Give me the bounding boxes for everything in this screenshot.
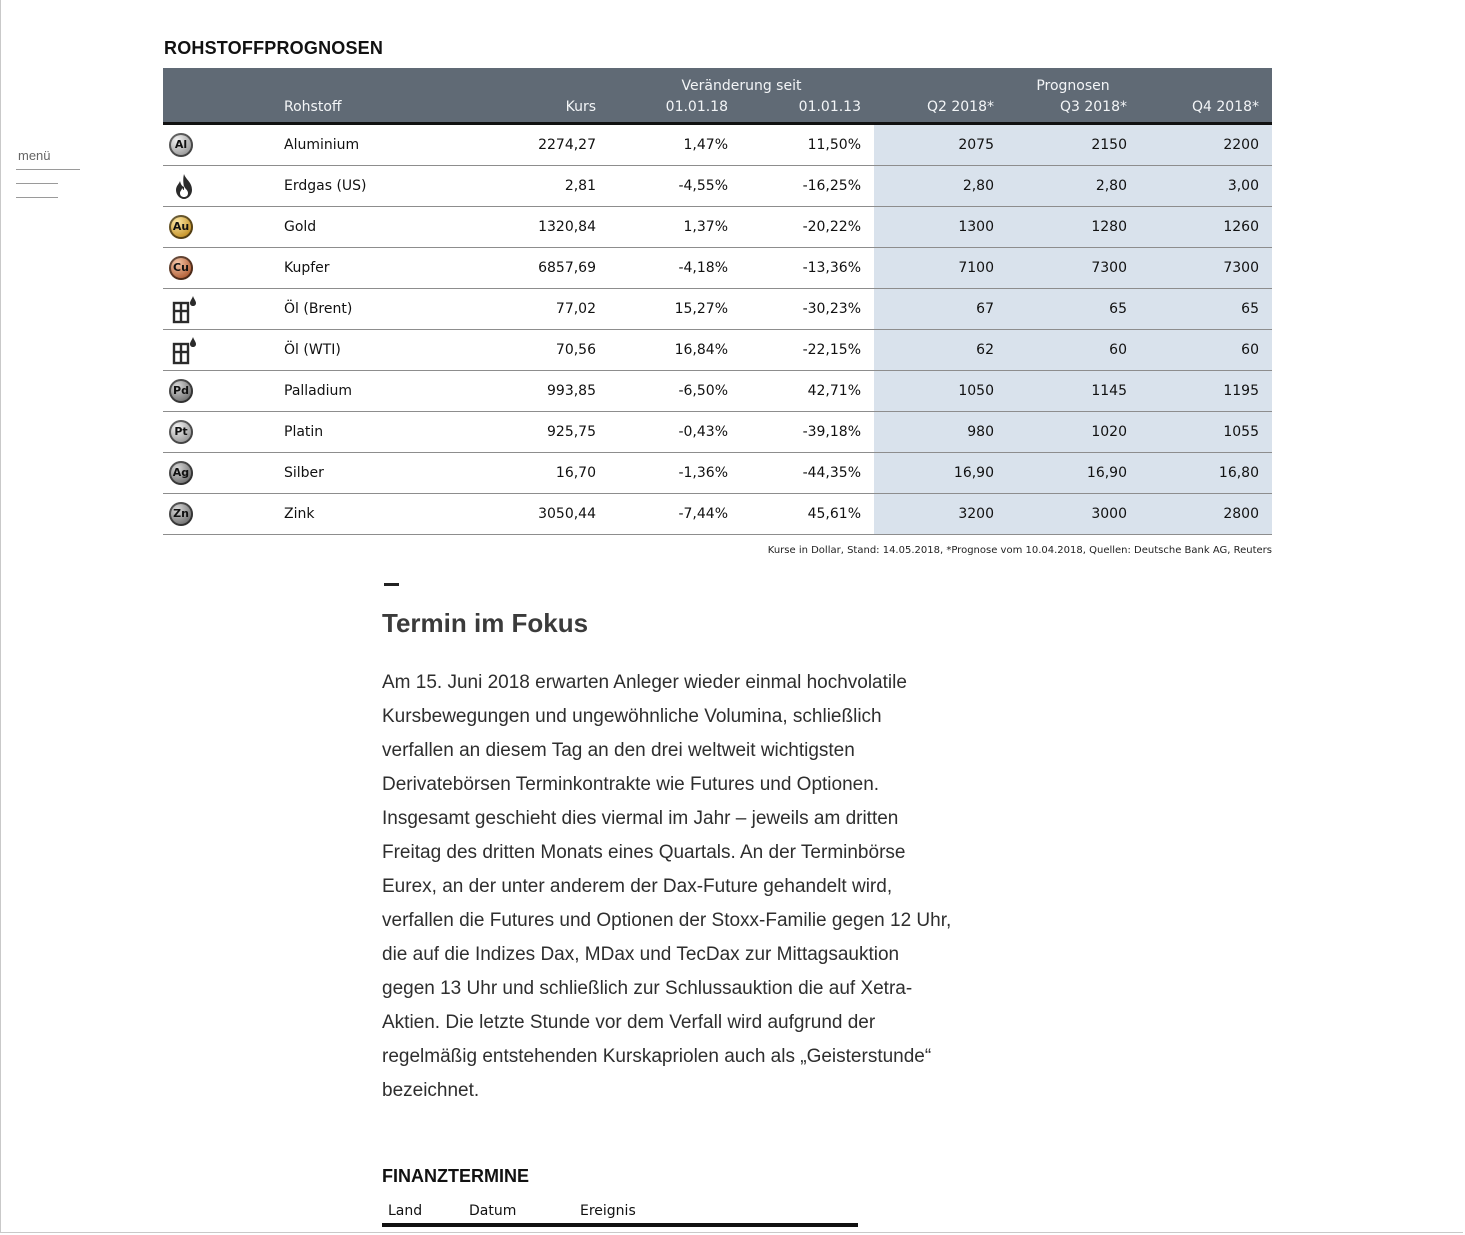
forecast-q3-cell: 65 [1007, 289, 1140, 330]
aluminium-coin-icon: Al [169, 133, 193, 157]
change-2013-cell: 45,61% [741, 494, 874, 535]
commodity-name: Gold [271, 207, 471, 248]
forecast-q2-cell: 16,90 [874, 453, 1007, 494]
group-header-forecast: Prognosen [874, 68, 1272, 94]
forecast-q3-cell: 2150 [1007, 124, 1140, 166]
price-cell: 6857,69 [471, 248, 609, 289]
forecast-q2-cell: 2,80 [874, 166, 1007, 207]
change-2018-cell: 1,37% [609, 207, 741, 248]
table-row [163, 371, 1272, 412]
forecast-q3-cell: 1145 [1007, 371, 1140, 412]
price-cell: 1320,84 [471, 207, 609, 248]
forecast-q4-cell: 2800 [1140, 494, 1272, 535]
col-header-land: Land [388, 1203, 423, 1219]
price-cell: 3050,44 [471, 494, 609, 535]
forecast-q2-cell: 2075 [874, 124, 1007, 166]
forecast-q4-cell: 3,00 [1140, 166, 1272, 207]
table-row [163, 207, 1272, 248]
change-2013-cell: -39,18% [741, 412, 874, 453]
table-row [163, 124, 1272, 166]
forecast-q3-cell: 3000 [1007, 494, 1140, 535]
col-header-q2: Q2 2018* [874, 94, 1007, 124]
table-row [163, 248, 1272, 289]
change-2013-cell: -16,25% [741, 166, 874, 207]
price-cell: 16,70 [471, 453, 609, 494]
change-2013-cell: -22,15% [741, 330, 874, 371]
forecast-q4-cell: 1195 [1140, 371, 1272, 412]
change-2013-cell: 11,50% [741, 124, 874, 166]
change-2018-cell: -4,18% [609, 248, 741, 289]
forecast-q2-cell: 62 [874, 330, 1007, 371]
table-row [163, 494, 1272, 535]
price-cell: 2,81 [471, 166, 609, 207]
finanztermine-header [382, 1201, 858, 1227]
change-2013-cell: -30,23% [741, 289, 874, 330]
menu-line-2 [16, 197, 58, 198]
change-2018-cell: -1,36% [609, 453, 741, 494]
table-row [163, 166, 1272, 207]
forecast-q3-cell: 7300 [1007, 248, 1140, 289]
col-header-change-2018: 01.01.18 [609, 94, 741, 124]
commodity-name: Zink [271, 494, 471, 535]
change-2018-cell: -7,44% [609, 494, 741, 535]
forecast-q4-cell: 1055 [1140, 412, 1272, 453]
silver-coin-icon: Ag [169, 461, 193, 485]
forecast-q2-cell: 1050 [874, 371, 1007, 412]
commodity-name: Palladium [271, 371, 471, 412]
forecast-q3-cell: 1020 [1007, 412, 1140, 453]
change-2018-cell: 16,84% [609, 330, 741, 371]
table-row [163, 330, 1272, 371]
article-body: Am 15. Juni 2018 erwarten Anleger wieder einmal hochvolatile Kursbewegungen und ungewöhnliche Volumina, schließlich verfallen an diesem Tag an den drei weltweit wichtigsten Derivatebörsen Terminkontrakte wie Futures und Optionen. Insgesamt geschieht dies viermal im Jahr – jeweils am dritten Freitag des dritten Monats eines Quartals. An der Terminbörse Eurex, an der unter anderem der Dax-Future gehandelt wird, verfallen die Futures und Optionen der Stoxx-Familie gegen 12 Uhr, die auf die Indizes Dax, MDax und TecDax zur Mittagsauktion gegen 13 Uhr und schließlich zur Schlussauktion die auf Xetra-Aktien. Die letzte Stunde vor dem Verfall wird aufgrund der regelmäßig entstehenden Kurskapriolen auch als „Geisterstunde“ bezeichnet. [382, 672, 952, 1101]
commodity-name: Erdgas (US) [271, 166, 471, 207]
forecast-q3-cell: 16,90 [1007, 453, 1140, 494]
forecast-q4-cell: 7300 [1140, 248, 1272, 289]
col-header-q4: Q4 2018* [1140, 94, 1272, 124]
forecast-q2-cell: 1300 [874, 207, 1007, 248]
forecast-q4-cell: 60 [1140, 330, 1272, 371]
forecast-q2-cell: 3200 [874, 494, 1007, 535]
commodity-name: Platin [271, 412, 471, 453]
change-2018-cell: 15,27% [609, 289, 741, 330]
forecast-q4-cell: 65 [1140, 289, 1272, 330]
change-2013-cell: -13,36% [741, 248, 874, 289]
copper-coin-icon: Cu [169, 256, 193, 280]
price-cell: 2274,27 [471, 124, 609, 166]
oil-barrel-icon [169, 342, 199, 358]
commodity-name: Aluminium [271, 124, 471, 166]
table-source-note: Kurse in Dollar, Stand: 14.05.2018, *Prognose vom 10.04.2018, Quellen: Deutsche Bank AG, Reuters [767, 545, 1272, 556]
platinum-coin-icon: Pt [169, 420, 193, 444]
menu-label[interactable]: menü [16, 148, 80, 170]
col-header-rohstoff: Rohstoff [271, 94, 471, 124]
change-2018-cell: -0,43% [609, 412, 741, 453]
menu-line-1 [16, 183, 58, 184]
col-header-kurs: Kurs [471, 94, 609, 124]
article-heading: Termin im Fokus [382, 608, 589, 638]
commodity-name: Silber [271, 453, 471, 494]
group-header-change: Veränderung seit [609, 68, 874, 94]
change-2018-cell: -6,50% [609, 371, 741, 412]
forecast-q3-cell: 1280 [1007, 207, 1140, 248]
finanztermine-title: FINANZTERMINE [382, 1166, 529, 1186]
forecast-q3-cell: 60 [1007, 330, 1140, 371]
change-2013-cell: -44,35% [741, 453, 874, 494]
forecast-q4-cell: 16,80 [1140, 453, 1272, 494]
rohstoff-table [163, 68, 1272, 535]
forecast-q4-cell: 1260 [1140, 207, 1272, 248]
commodity-name: Öl (WTI) [271, 330, 471, 371]
col-header-change-2013: 01.01.13 [741, 94, 874, 124]
zinc-coin-icon: Zn [169, 502, 193, 526]
price-cell: 77,02 [471, 289, 609, 330]
rohstoff-title: ROHSTOFFPROGNOSEN [164, 38, 384, 58]
change-2013-cell: -20,22% [741, 207, 874, 248]
change-2018-cell: 1,47% [609, 124, 741, 166]
palladium-coin-icon: Pd [169, 379, 193, 403]
forecast-q3-cell: 2,80 [1007, 166, 1140, 207]
table-row [163, 289, 1272, 330]
side-menu[interactable] [16, 148, 80, 198]
change-2018-cell: -4,55% [609, 166, 741, 207]
flame-icon [169, 178, 199, 194]
gold-coin-icon: Au [169, 215, 193, 239]
col-header-ereignis: Ereignis [580, 1203, 636, 1219]
change-2013-cell: 42,71% [741, 371, 874, 412]
price-cell: 925,75 [471, 412, 609, 453]
rohstoff-table-body [163, 124, 1272, 535]
commodity-name: Kupfer [271, 248, 471, 289]
forecast-q4-cell: 2200 [1140, 124, 1272, 166]
forecast-q2-cell: 67 [874, 289, 1007, 330]
oil-barrel-icon [169, 301, 199, 317]
table-row [163, 453, 1272, 494]
forecast-q2-cell: 980 [874, 412, 1007, 453]
commodity-name: Öl (Brent) [271, 289, 471, 330]
col-header-q3: Q3 2018* [1007, 94, 1140, 124]
price-cell: 993,85 [471, 371, 609, 412]
forecast-q2-cell: 7100 [874, 248, 1007, 289]
section-dash [384, 583, 399, 586]
col-header-datum: Datum [469, 1203, 517, 1219]
price-cell: 70,56 [471, 330, 609, 371]
table-row [163, 412, 1272, 453]
